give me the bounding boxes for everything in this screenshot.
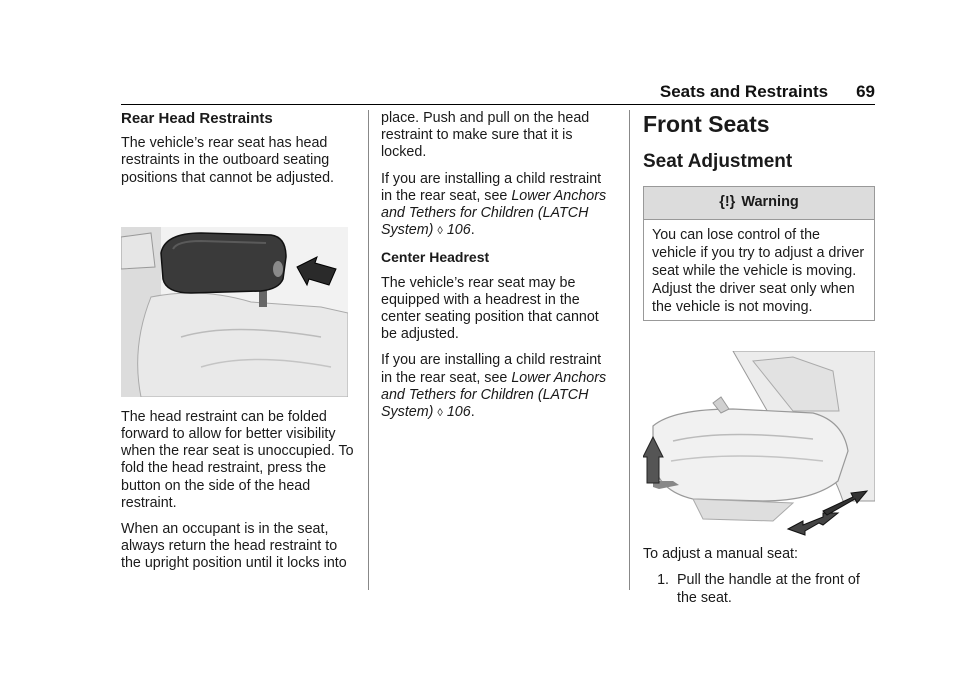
column-middle xyxy=(381,110,616,431)
page-header xyxy=(0,82,875,102)
warning-text: You can lose control of the vehicle if you try to adjust a driver seat while the vehicle is moving. Adjust the driver seat only when the vehicle is not moving. xyxy=(652,227,865,316)
front-seats-title: Front Seats xyxy=(643,111,770,137)
paragraph: To adjust a manual seat: xyxy=(643,546,798,563)
steps-list xyxy=(643,572,875,606)
page-ref[interactable]: 106 xyxy=(446,222,471,239)
paragraph: The vehicle’s rear seat has head restraints in the outboard seating positions that cannot be adjusted. xyxy=(121,135,335,186)
paragraph: If you are installing a child restraint in the rear seat, see Lower Anchors and Tethers for Children (LATCH System) ◊ 106. xyxy=(381,170,607,239)
list-item: 1. Pull the handle at the front of the seat. xyxy=(673,572,875,606)
front-seat-illustration xyxy=(643,351,875,536)
center-headrest-heading: Center Headrest xyxy=(381,249,490,266)
paragraph: place. Push and pull on the head restraint to make sure that it is locked. xyxy=(381,110,590,161)
warning-box xyxy=(643,186,875,321)
rear-head-restraints-heading: Rear Head Restraints xyxy=(121,110,273,127)
paragraph: The head restraint can be folded forward to allow for better visibility when the rear seat is unoccupied. To fold the head restraint, press the button on the side of the head restraint. xyxy=(121,408,354,511)
page-ref[interactable]: 106 xyxy=(446,404,471,421)
cross-reference-link[interactable]: Lower Anchors and Tethers for Children (LATCH System) xyxy=(381,369,607,421)
column-left xyxy=(121,110,356,582)
column-divider xyxy=(368,110,369,590)
column-right xyxy=(643,110,875,607)
page-ref-icon: ◊ xyxy=(437,225,443,238)
seat-adjustment-heading: Seat Adjustment xyxy=(643,151,793,172)
header-rule xyxy=(121,104,875,105)
paragraph: The vehicle’s rear seat may be equipped with a headrest in the center seating position that cannot be adjusted. xyxy=(381,274,599,343)
paragraph: If you are installing a child restraint in the rear seat, see Lower Anchors and Tethers for Children (LATCH System) ◊ 106. xyxy=(381,352,607,421)
page-ref-icon: ◊ xyxy=(437,407,443,420)
section-title: Seats and Restraints xyxy=(659,82,829,101)
rear-head-restraint-illustration xyxy=(121,227,356,397)
paragraph: When an occupant is in the seat, always return the head restraint to the upright position until it locks into xyxy=(121,521,347,572)
column-divider xyxy=(629,110,630,590)
warning-label: Warning xyxy=(741,194,799,210)
page-number: 69 xyxy=(856,82,875,101)
cross-reference-link[interactable]: Lower Anchors and Tethers for Children (LATCH System) xyxy=(381,187,607,239)
warning-icon: {!} xyxy=(719,194,736,210)
warning-header xyxy=(644,187,874,220)
